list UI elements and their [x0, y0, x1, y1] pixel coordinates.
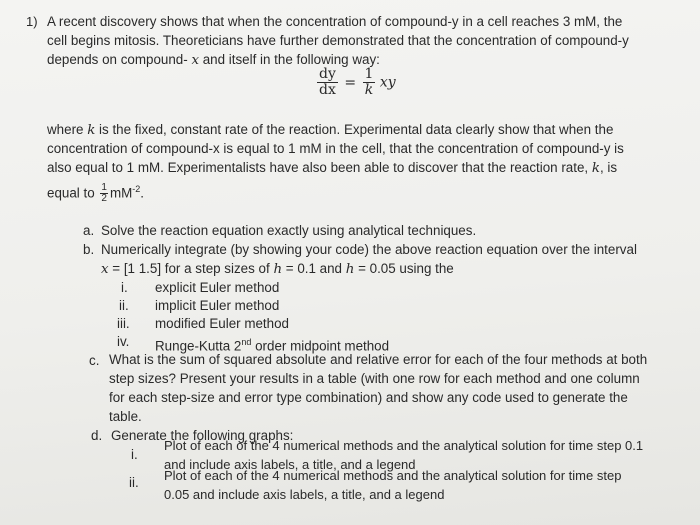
item-b-i-label: i. [121, 280, 128, 295]
item-d-i-line-1: Plot of each of the 4 numerical methods and the analytical solution for time step 0.1 [164, 438, 644, 453]
item-d-text: Generate the following graphs: [111, 428, 294, 443]
item-a-label: a. [83, 223, 95, 238]
para2-line-1: where k is the fixed, constant rate of the reaction. Experimental data clearly show that when the [47, 122, 614, 138]
para2-line-3: also equal to 1 mM. Experimentalists have also been able to discover that the reaction rate, k, is [47, 160, 618, 176]
item-d-ii-line-1: Plot of each of the 4 numerical methods and the analytical solution for time step [164, 468, 622, 483]
item-b-iv-text: Runge-Kutta 2nd order midpoint method [155, 337, 390, 354]
item-c-line-2: step sizes? Present your results in a table (with one row for each method and one column [109, 371, 640, 386]
item-b-ii-label: ii. [119, 298, 129, 313]
question-number: 1) [26, 14, 38, 29]
item-a-text: Solve the reaction equation exactly using analytical techniques. [101, 223, 477, 238]
intro-line-1: A recent discovery shows that when the concentration of compound-y in a cell reaches 3 mM, the [47, 14, 623, 29]
rate-fraction: $\frac{1}{2}$ [101, 182, 107, 205]
item-c-label: c. [89, 353, 100, 368]
item-b-iv-label: iv. [117, 334, 130, 349]
lhs-fraction: $\frac{dy}{dx}$ [319, 66, 336, 98]
item-d-ii-line-2: 0.05 and include axis labels, a title, and a legend [164, 487, 445, 502]
item-b-line-2: x = [1 1.5] for a step sizes of h = 0.1 and h = 0.05 using the [101, 261, 454, 277]
item-b-i-text: explicit Euler method [155, 280, 280, 295]
item-c-line-3: for each step-size and error type combination) and show any code used to generate the [109, 390, 628, 405]
item-b-text: Numerically integrate (by showing your code) the above reaction equation over the interval [101, 242, 637, 257]
reaction-equation: $\frac{dy}{dx}$ = $\frac{1}{k}$ xy [319, 66, 396, 98]
item-d-i-label: i. [131, 447, 138, 462]
item-c-line-4: table. [109, 409, 142, 424]
rhs-fraction: $\frac{1}{k}$ [364, 66, 374, 98]
para2-line-2: concentration of compound-x is equal to 1 mM in the cell, that the concentration of compound-y is [47, 141, 624, 156]
item-b-iii-label: iii. [117, 316, 130, 331]
intro-line-3: depends on compound- x and itself in the following way: [47, 52, 380, 68]
item-d-i-line-2: and include axis labels, a title, and a legend [164, 457, 416, 472]
item-d-ii-label: ii. [129, 475, 139, 490]
item-b-label: b. [83, 242, 95, 257]
item-d-label: d. [91, 428, 103, 443]
para2-line-4: equal to $\frac{1}{2}$ $mM^{-2}$. [47, 182, 145, 205]
item-b-iii-text: modified Euler method [155, 316, 289, 331]
item-c-line-1: What is the sum of squared absolute and relative error for each of the four methods at both [109, 352, 648, 367]
intro-line-2: cell begins mitosis. Theoreticians have further demonstrated that the concentration of compound-y [47, 33, 629, 48]
item-b-ii-text: implicit Euler method [155, 298, 280, 313]
